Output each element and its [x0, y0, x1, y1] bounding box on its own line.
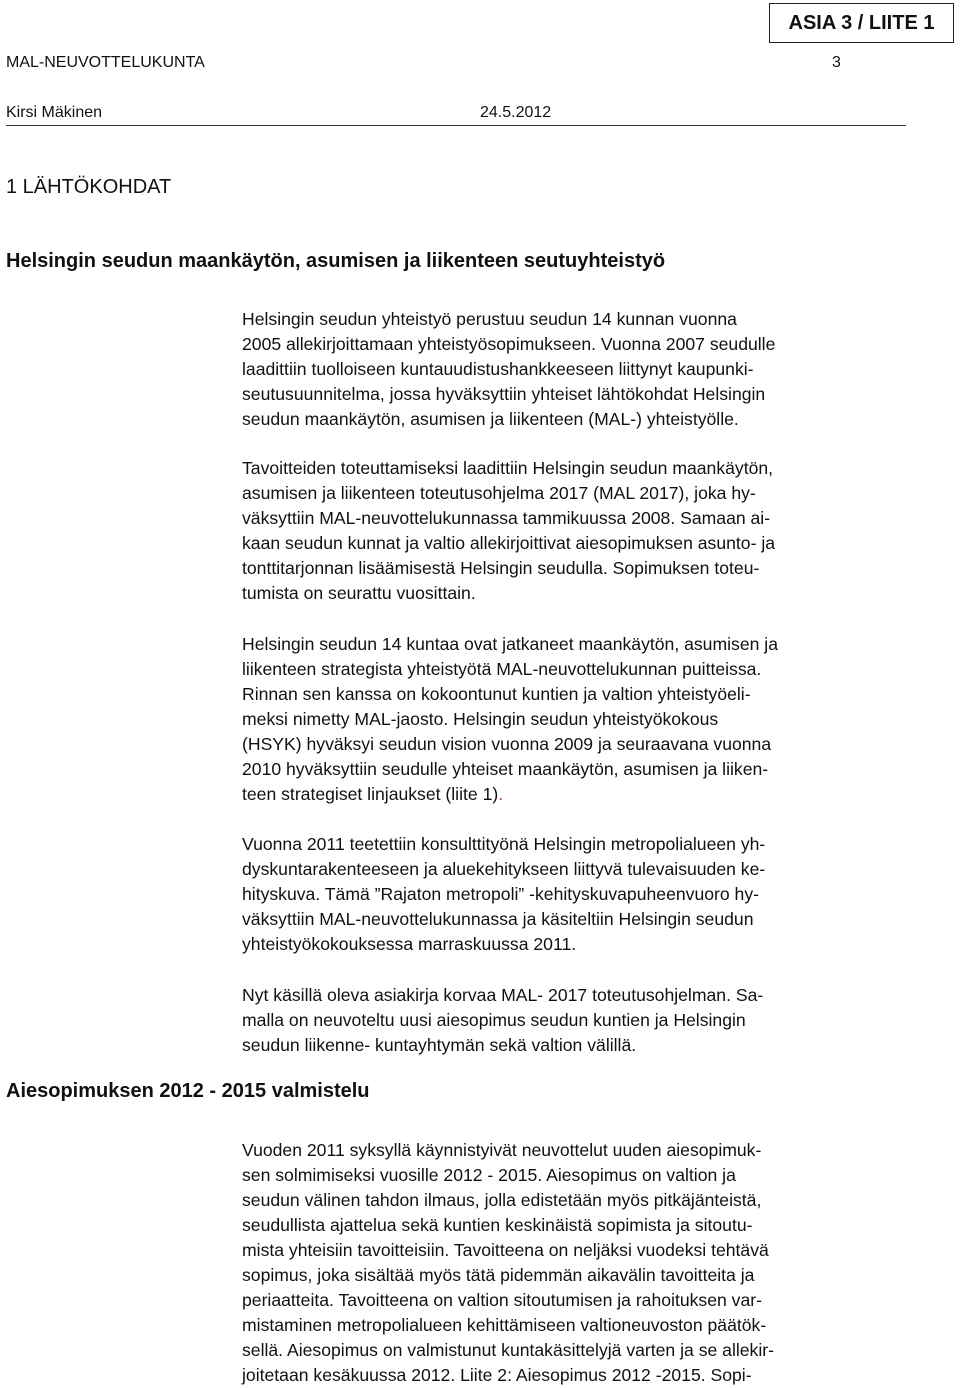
- asia-label-box: ASIA 3 / LIITE 1: [769, 3, 954, 43]
- paragraph-6: Vuoden 2011 syksyllä käynnistyivät neuvottelut uuden aiesopimuk- sen solmimiseksi vuosille 2012 - 2015. Aiesopimus on valtion ja seudun välinen tahdon ilmaus, jolla edistetään myös pitkäjänteistä, seudullista ajattelua sekä kuntien keskinäistä sopimista ja sitoutu- mista yhteisiin tavoitteisiin. Tavoitteena on neljäksi vuodeksi tehtävä sopimus, joka sisältää myös tätä pidemmän aikavälin tavoitteita ja periaatteita. Tavoitteena on valtion sitoutumisen ja rahoituksen var- mistaminen metropolialueen kehittämiseen valtioneuvoston päätök- sellä. Aiesopimus on valmistunut kuntakäsittelyjä varten ja se allekir- joitetaan kesäkuussa 2012. Liite 2: Aiesopimus 2012 -2015. Sopi-: [242, 1140, 774, 1385]
- reference-dot: .: [498, 784, 504, 804]
- author-name: Kirsi Mäkinen: [6, 104, 103, 121]
- organization-name: MAL-NEUVOTTELUKUNTA: [6, 54, 205, 71]
- page-number: 3: [832, 54, 841, 71]
- paragraph-1: Helsingin seudun yhteistyö perustuu seudun 14 kunnan vuonna 2005 allekirjoittamaan yhteistyösopimukseen. Vuonna 2007 seudulle laadittiin tuolloiseen kuntauudistushankkeeseen liittynyt kaupunki- seutusuunnitelma, jossa hyväksyttiin yhteiset lähtökohdat Helsingin seudun maankäytön, asumisen ja liikenteen (MAL-) yhteistyölle.: [242, 309, 776, 429]
- subtitle-aiesopimus: Aiesopimuksen 2012 - 2015 valmistelu: [6, 1080, 370, 1102]
- paragraph-4: Vuonna 2011 teetettiin konsulttityönä Helsingin metropolialueen yh- dyskuntarakenteeseen ja aluekehitykseen liittyvä tulevaisuuden ke- hityskuva. Tämä ”Rajaton metropoli” -kehityskuvapuheenvuoro hy- väksyttiin MAL-neuvottelukunnassa ja käsiteltiin Helsingin seudun yhteistyökokouksessa marraskuussa 2011.: [242, 834, 766, 954]
- paragraph-3: [242, 632, 907, 807]
- paragraph-5: Nyt käsillä oleva asiakirja korvaa MAL- 2017 toteutusohjelman. Sa- malla on neuvoteltu uusi aiesopimus seudun kuntien ja Helsingin seudun liikenne- kuntayhtymän sekä valtion välillä.: [242, 985, 764, 1055]
- paragraph-3-text: Helsingin seudun 14 kuntaa ovat jatkaneet maankäytön, asumisen ja liikenteen strategista yhteistyötä MAL-neuvottelukunnan puitteissa. Rinnan sen kanssa on kokoontunut kuntien ja valtion yhteistyöeli- meksi nimetty MAL-jaosto. Helsingin seudun yhteistyökokous (HSYK) hyväksyi seudun vision vuonna 2009 ja seuraavana vuonna 2010 hyväksyttiin seudulle yhteiset maankäytön, asumisen ja liiken- teen strategiset linjaukset (liite 1): [242, 634, 778, 804]
- header-divider: [6, 125, 906, 126]
- document-date: 24.5.2012: [480, 104, 552, 121]
- subtitle-seutuyhteistyo: Helsingin seudun maankäytön, asumisen ja liikenteen seutuyhteistyö: [6, 250, 666, 272]
- paragraph-2: Tavoitteiden toteuttamiseksi laadittiin Helsingin seudun maankäytön, asumisen ja liikenteen toteutusohjelma 2017 (MAL 2017), joka hy- väksyttiin MAL-neuvottelukunnassa tammikuussa 2008. Samaan ai- kaan seudun kunnat ja valtio allekirjoittivat aiesopimuksen asunto- ja tonttitarjonnan lisäämisestä Helsingin seudulla. Sopimuksen toteu- tumista on seurattu vuosittain.: [242, 458, 776, 603]
- section-title: 1 LÄHTÖKOHDAT: [6, 176, 172, 198]
